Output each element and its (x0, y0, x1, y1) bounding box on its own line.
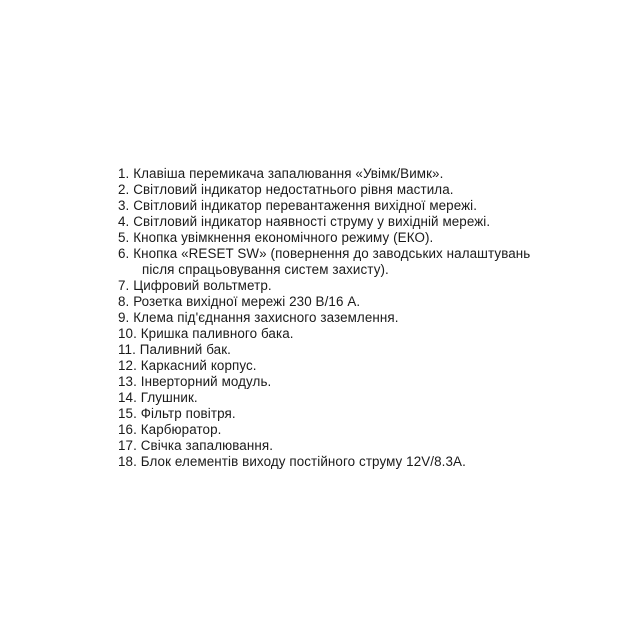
item-text: Інверторний модуль. (140, 374, 272, 389)
item-text: Світловий індикатор недостатнього рівня мастила. (133, 182, 454, 197)
list-item (118, 422, 530, 438)
list-item (118, 374, 530, 390)
item-text: Цифровий вольтметр. (133, 278, 272, 293)
item-number: 7. (118, 278, 130, 293)
item-number: 9. (118, 310, 130, 325)
item-text-continuation: після спрацьовування систем захисту). (142, 262, 389, 277)
item-text: Клавіша перемикача запалювання «Увімк/Вимк». (133, 166, 444, 181)
item-text: Світловий індикатор перевантаження вихідної мережі. (133, 198, 478, 213)
list-item (118, 214, 530, 230)
item-number: 11. (118, 342, 136, 357)
list-item (118, 406, 530, 422)
list-item (118, 454, 530, 470)
item-text: Кнопка увімкнення економічного режиму (ЕКО). (133, 230, 434, 245)
item-number: 8. (118, 294, 130, 309)
item-number: 14. (118, 390, 137, 405)
list-item (118, 278, 530, 294)
parts-list (118, 166, 530, 470)
item-text: Паливний бак. (139, 342, 231, 357)
item-text: Фільтр повітря. (140, 406, 236, 421)
item-number: 1. (118, 166, 130, 181)
item-number: 13. (118, 374, 137, 389)
item-text: Клема під'єднання захисного заземлення. (133, 310, 399, 325)
list-item (118, 310, 530, 326)
list-item (118, 182, 530, 198)
list-item (118, 342, 530, 358)
list-item (118, 326, 530, 342)
item-text: Розетка вихідної мережі 230 В/16 А. (133, 294, 361, 309)
item-text: Кришка паливного бака. (140, 326, 294, 341)
item-number: 12. (118, 358, 137, 373)
item-number: 10. (118, 326, 137, 341)
list-item (118, 198, 530, 214)
list-item (118, 230, 530, 246)
list-item (118, 166, 530, 182)
item-text: Глушник. (140, 390, 198, 405)
item-number: 17. (118, 438, 137, 453)
item-number: 4. (118, 214, 130, 229)
item-text: Каркасний корпус. (140, 358, 257, 373)
item-text: Блок елементів виходу постійного струму 12V/8.3A. (140, 454, 466, 469)
item-number: 18. (118, 454, 137, 469)
item-number: 3. (118, 198, 130, 213)
list-item (118, 246, 530, 278)
item-number: 2. (118, 182, 130, 197)
item-number: 15. (118, 406, 137, 421)
list-item (118, 294, 530, 310)
item-text: Кнопка «RESET SW» (повернення до заводських налаштувань (133, 246, 531, 261)
item-number: 5. (118, 230, 130, 245)
list-item (118, 390, 530, 406)
item-number: 16. (118, 422, 137, 437)
list-item (118, 438, 530, 454)
list-item (118, 358, 530, 374)
item-text: Карбюратор. (140, 422, 222, 437)
item-number: 6. (118, 246, 130, 261)
item-text: Світловий індикатор наявності струму у вихідній мережі. (133, 214, 491, 229)
item-text: Свічка запалювання. (140, 438, 274, 453)
